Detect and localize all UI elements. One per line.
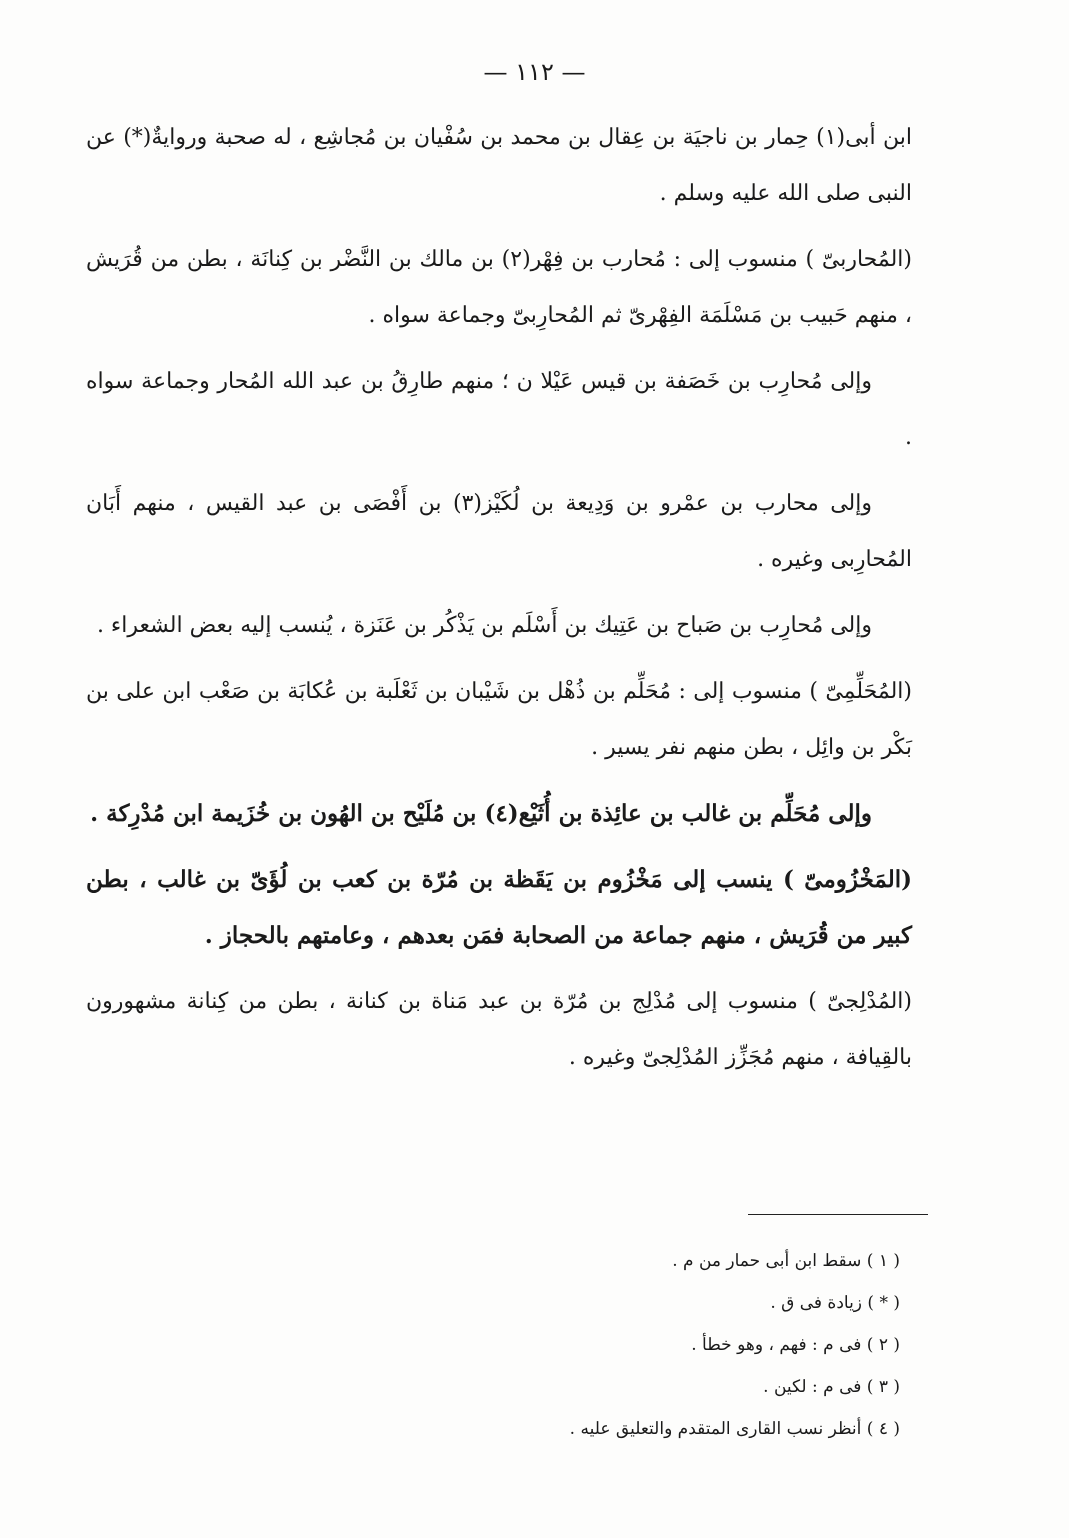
page-number: — ١١٢ — xyxy=(483,58,586,86)
footnote-2: ( ٢ ) فى م : فهم ، وهو خطأ . xyxy=(691,1335,900,1355)
paragraph-muharib-khasafa: وإلى مُحارِب بن خَصَفة بن قيس عَيْلا ن ؛ منهم طارِقُ بن عبد الله المُحار وجماعة سواه . xyxy=(86,369,912,450)
paragraph-al-mudliji: (المُدْلِجىّ ) منسوب إلى مُدْلِج بن مُرّة بن عبد مَناة بن كنانة ، بطن من كِنانة مشهورون بالقِيافة ، منهم مُجَزِّز المُدْلِجىّ وغيره . xyxy=(86,989,912,1070)
paragraph-muharib-sabah: وإلى مُحارِب بن صَباح بن عَتِيك بن أَسْلَم بن يَذْكُر بن عَنَزة ، يُنسب إليه بعض الشعراء . xyxy=(96,613,872,638)
footnote-star: ( * ) زيادة فى ق . xyxy=(770,1293,900,1313)
paragraph-muhallim-ghalib: وإلى مُحَلِّم بن غالب بن عائِذة بن أُثَيْع(٤) بن مُلَيْح بن الهُون بن خُزَيمة ابن مُدْرِكة . xyxy=(90,800,872,827)
footnote-divider xyxy=(748,1214,928,1215)
paragraph-al-muhallimi: (المُحَلِّمِىّ ) منسوب إلى : مُحَلِّم بن ذُهْل بن شَيْبان بن ثَعْلَبة بن عُكابَة بن صَعْب ابن على بن بَكْر بن وائِل ، بطن منهم نفر يسير . xyxy=(86,679,912,760)
footnote-3: ( ٣ ) فى م : لكين . xyxy=(763,1377,900,1397)
footnotes xyxy=(300,1240,900,1450)
paragraph-ibn-abi-himar: ابن أبى(١) حِمار بن ناجيَة بن عِقال بن محمد بن سُفْيان بن مُجاشِع ، له صحبة وروايةٌ(*) عن النبى صلى الله عليه وسلم . xyxy=(86,125,912,206)
paragraph-al-makhzumi: (المَخْزُومىّ ) ينسب إلى مَخْزُوم بن يَقَظة بن مُرّة بن كعب بن لُؤَىّ بن غالب ، بطن كبير من قُرَيش ، منهم جماعة من الصحابة فمَن بعدهم ، وعامتهم بالحجاز . xyxy=(86,866,912,949)
paragraph-al-muharibi: (المُحاربىّ ) منسوب إلى : مُحارب بن فِهْر(٢) بن مالك بن النَّضْر بن كِنانَة ، بطن من قُرَيش ، منهم حَبيب بن مَسْلَمَة الفِهْرىّ ثم المُحارِبىّ وجماعة سواه . xyxy=(86,247,913,328)
footnote-4: ( ٤ ) أنظر نسب القارى المتقدم والتعليق عليه . xyxy=(569,1419,900,1439)
footnote-1: ( ١ ) سقط ابن أبى حمار من م . xyxy=(672,1251,900,1271)
paragraph-muharib-amr: وإلى محارب بن عمْرو بن وَدِيعة بن لُكَيْز(٣) بن أَفْصَى بن عبد القيس ، منهم أَبَان المُحارِبى وغيره . xyxy=(86,491,912,572)
main-text xyxy=(86,110,912,1096)
